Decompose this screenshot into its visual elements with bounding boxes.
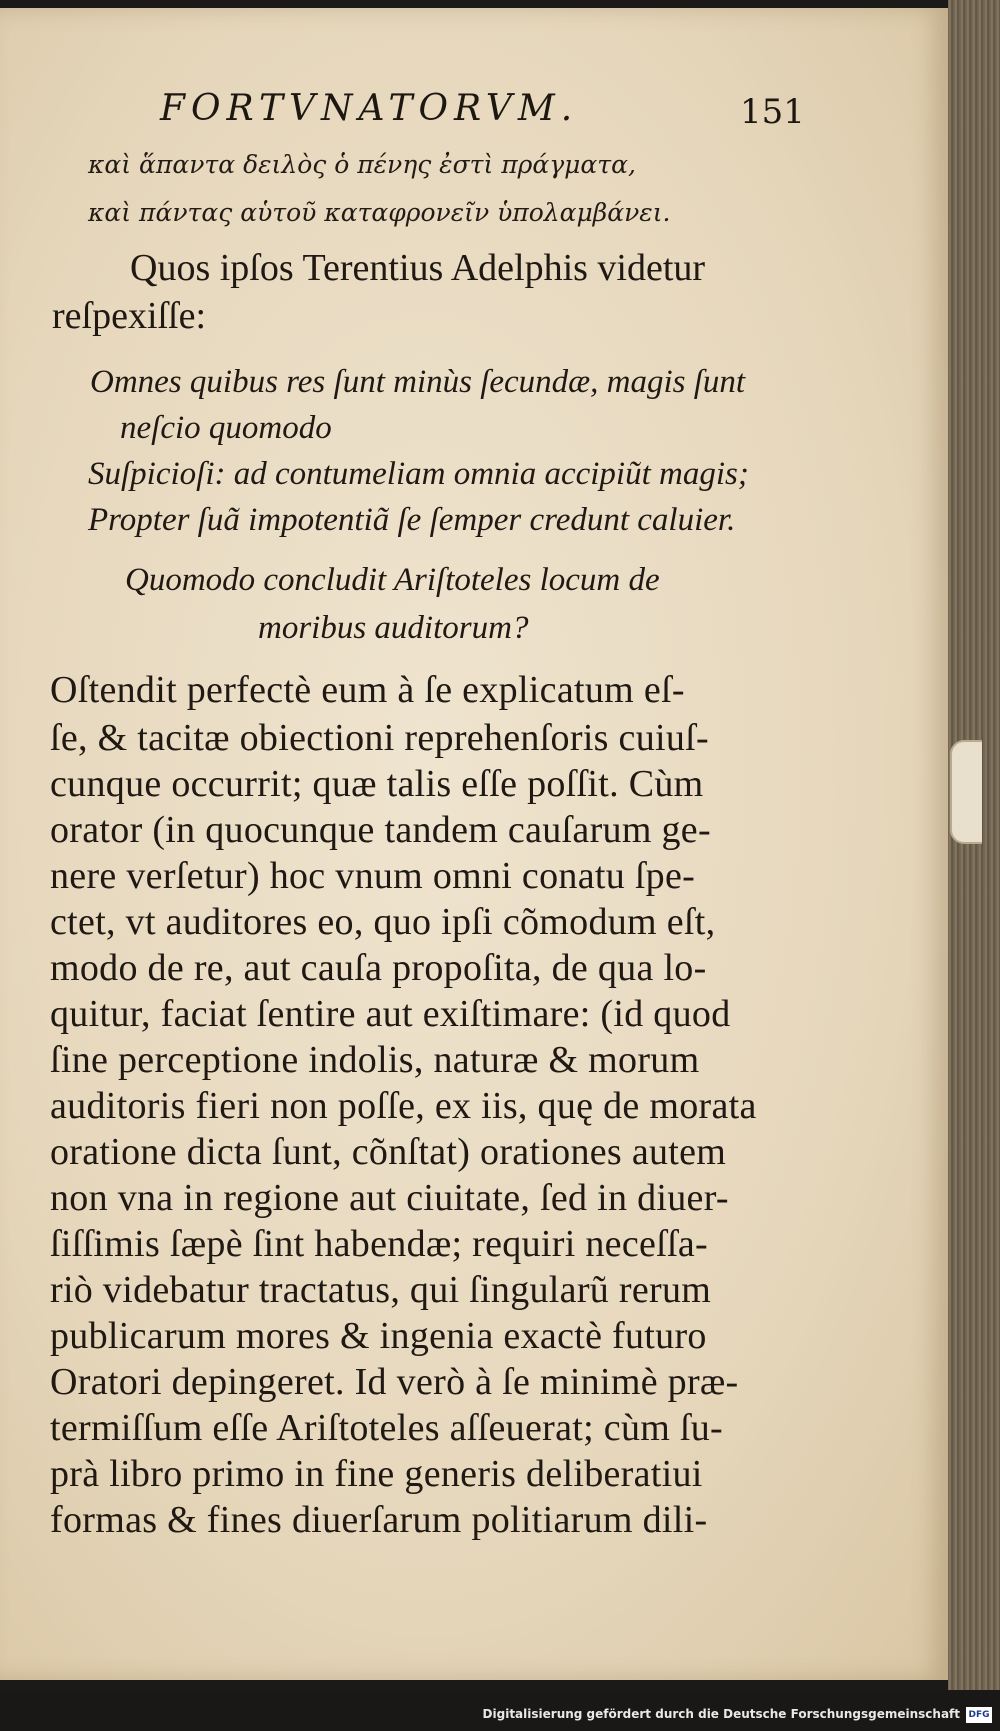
body-line: ctet, vt auditores eo, quo ipſi cõmodum eſt, [50,901,716,943]
intro-line: reſpexiſſe: [52,295,207,337]
body-line: termiſſum eſſe Ariſtoteles aſſeuerat; cùm ſu- [50,1407,724,1449]
verse-line: Suſpicioſi: ad contumeliam omnia accipiũt magis; [88,456,749,492]
body-line: formas & fines diuerſarum politiarum dili- [50,1499,708,1541]
body-line: non vna in regione aut ciuitate, ſed in diuer- [50,1177,729,1219]
body-line: prà libro primo in fine generis deliberatiui [50,1453,703,1495]
verse-line: neſcio quomodo [120,410,332,446]
greek-line: καὶ ἅπαντα δειλὸς ὁ πένης ἐστὶ πράγματα, [88,150,636,179]
greek-line: καὶ πάντας αὑτοῦ καταφρονεῖν ὑπολαμβάνει. [88,198,671,227]
verse-line: Propter ſuã impotentiã ſe ſemper credunt caluier. [88,502,736,538]
body-line: modo de re, aut cauſa propoſita, de qua lo- [50,947,707,989]
running-head: FORTVNATORVM. [160,88,579,129]
bookmark-tab [950,740,982,844]
body-line: Oratori depingeret. Id verò à ſe minimè præ- [50,1361,739,1403]
body-line: publicarum mores & ingenia exactè futuro [50,1315,707,1357]
body-line: ſiſſimis ſæpè ſint habendæ; requiri neceſſa- [50,1223,708,1265]
verse-line: Omnes quibus res ſunt minùs ſecundæ, magis ſunt [90,364,746,400]
body-line: ſine perceptione indolis, naturæ & morum [50,1039,700,1081]
footer-credit: Digitalisierung gefördert durch die Deutsche Forschungsgemeinschaft [482,1707,960,1721]
question-heading: Quomodo concludit Ariſtoteles locum de [125,562,660,598]
body-line: quitur, faciat ſentire aut exiſtimare: (id quod [50,993,731,1035]
page-number: 151 [740,92,805,132]
book-fore-edge [948,0,1000,1690]
body-line: ſe, & tacitæ obiectioni reprehenſoris cuiuſ- [50,717,709,759]
dfg-logo: DFG [966,1707,992,1723]
body-line: cunque occurrit; quæ talis eſſe poſſit. Cùm [50,763,704,805]
body-line: Oſtendit perfectè eum à ſe explicatum eſ- [50,669,685,711]
question-heading: moribus auditorum? [258,610,529,646]
body-line: nere verſetur) hoc vnum omni conatu ſpe- [50,855,696,897]
intro-line: Quos ipſos Terentius Adelphis videtur [130,247,706,289]
body-line: riò videbatur tractatus, qui ſingularũ rerum [50,1269,712,1311]
body-line: oratione dicta ſunt, cõnſtat) orationes autem [50,1131,727,1173]
body-line: auditoris fieri non poſſe, ex iis, quę de morata [50,1085,757,1127]
body-line: orator (in quocunque tandem cauſarum ge- [50,809,711,851]
